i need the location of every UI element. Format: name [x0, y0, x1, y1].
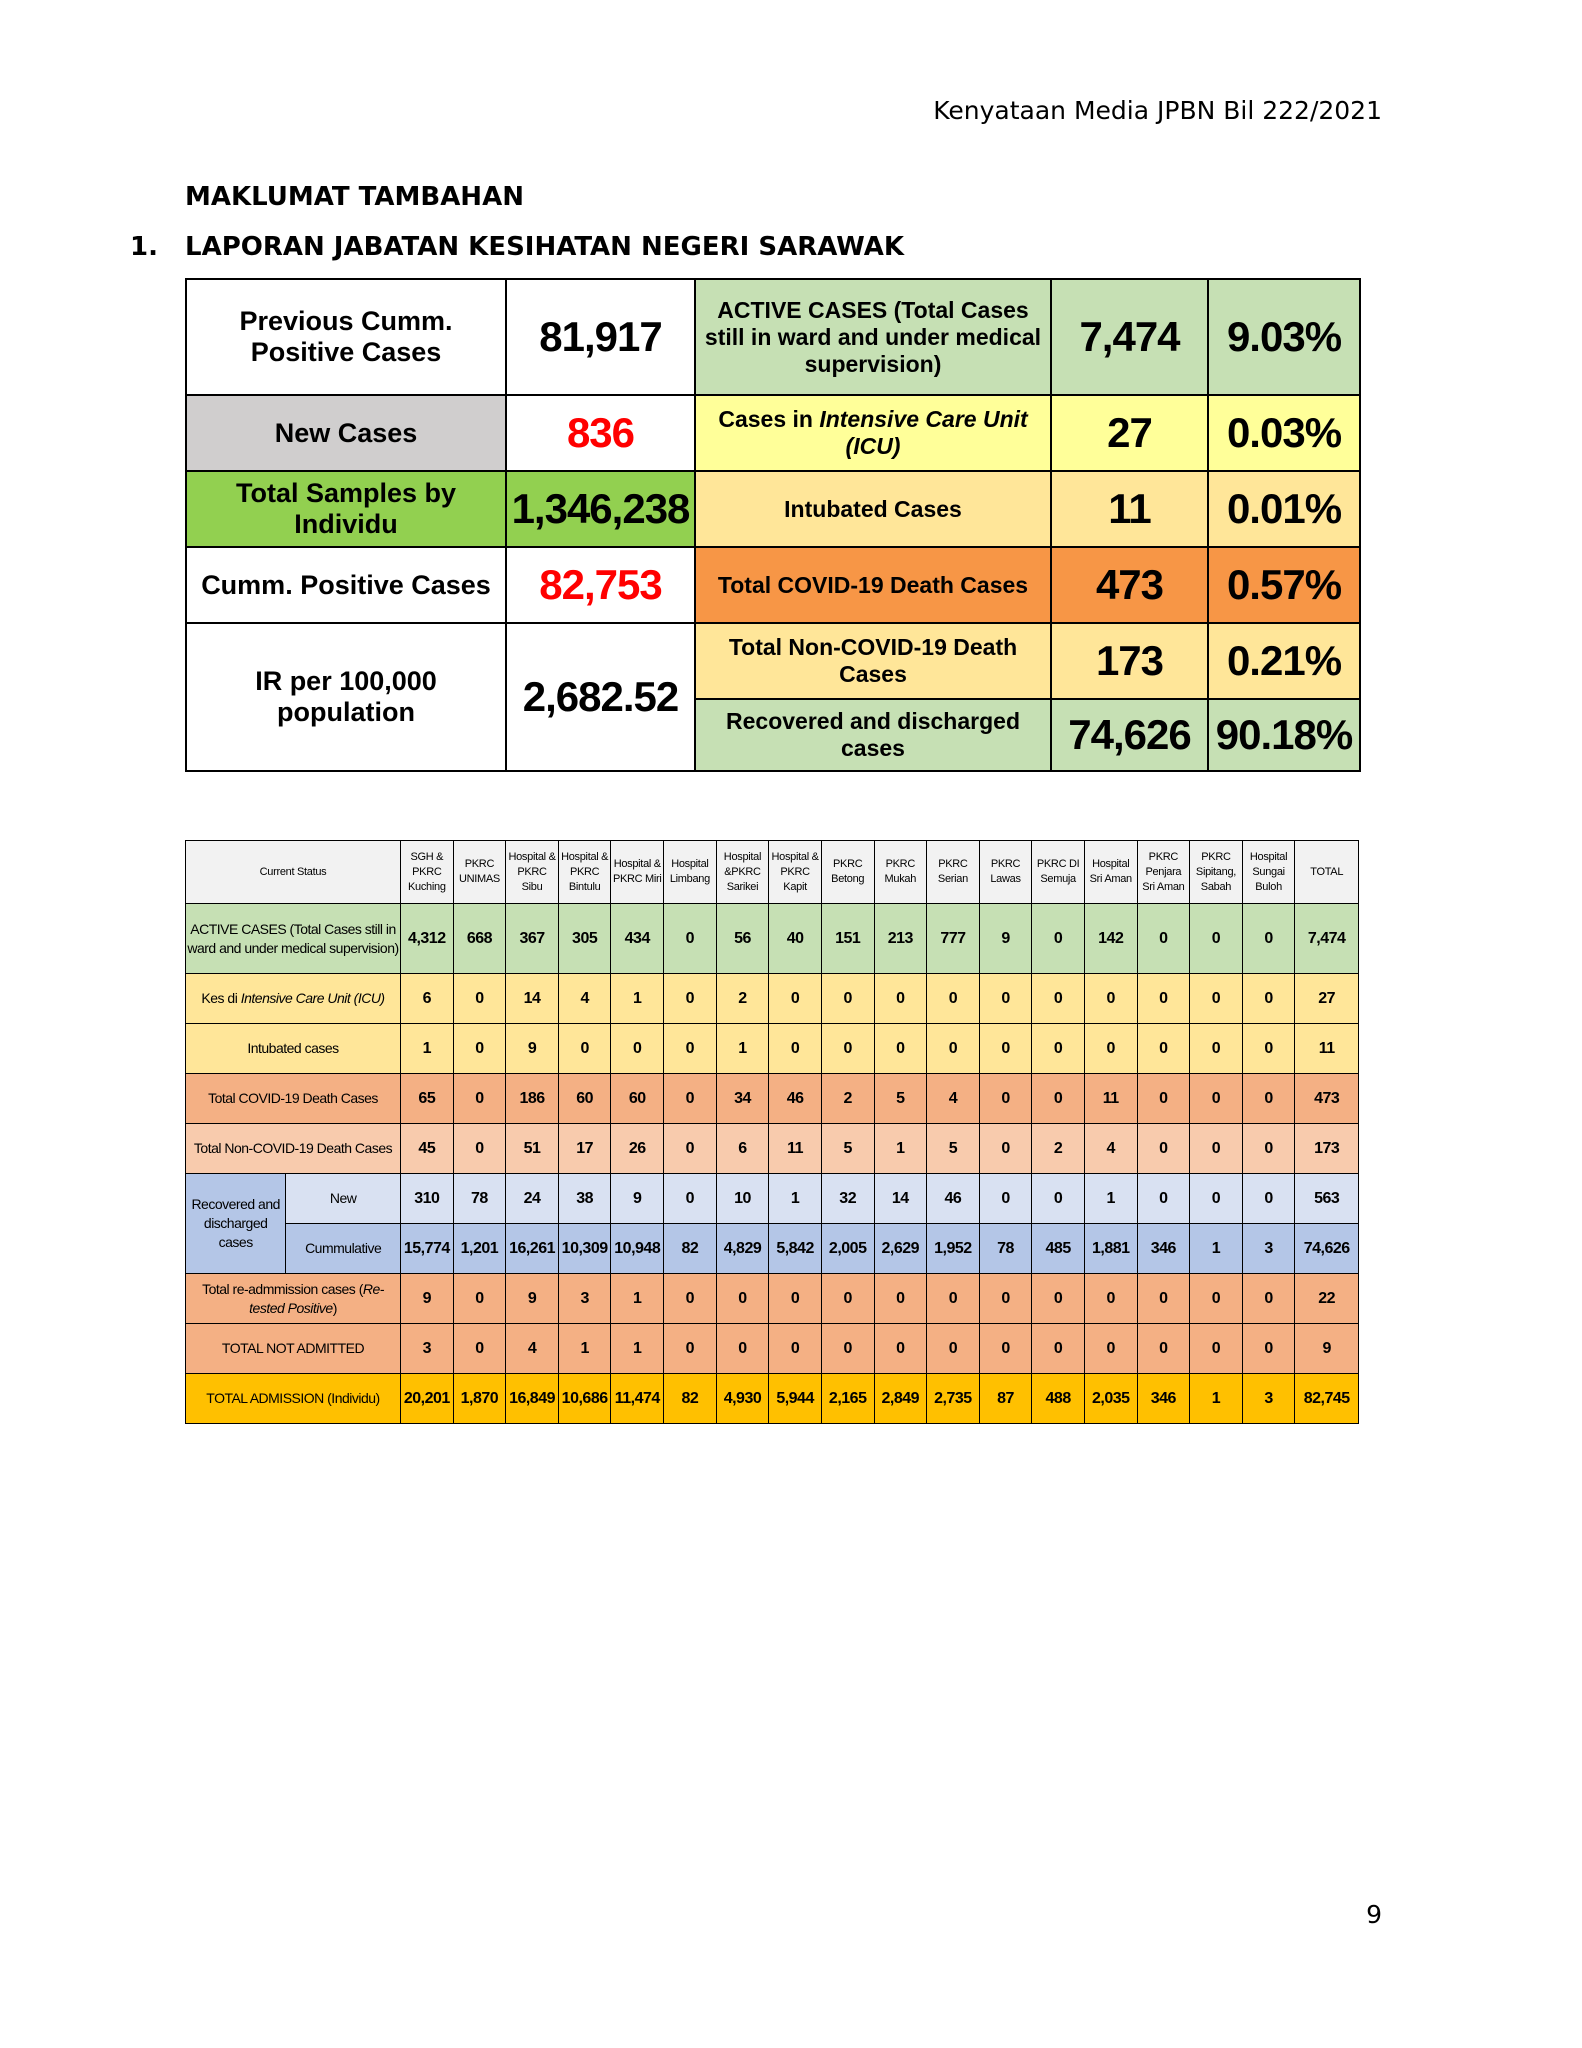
table-cell: 14	[874, 1174, 927, 1224]
table-cell: 9	[506, 1274, 559, 1324]
table-cell: 0	[1190, 974, 1243, 1024]
table-cell: 0	[874, 1324, 927, 1374]
subsection-title: LAPORAN JABATAN KESIHATAN NEGERI SARAWAK	[185, 232, 904, 262]
ir-value: 2,682.52	[506, 623, 695, 771]
table-header-row	[186, 841, 1359, 904]
table-cell: 0	[664, 1174, 717, 1224]
table-cell: 0	[453, 1024, 506, 1074]
icu-value: 27	[1051, 395, 1208, 471]
table-cell: 1	[1190, 1224, 1243, 1274]
table-cell: 1	[611, 1274, 664, 1324]
table-cell: 11	[1084, 1074, 1137, 1124]
table-cell: 3	[1242, 1224, 1295, 1274]
table-cell: 1,201	[453, 1224, 506, 1274]
table-cell: 1	[874, 1124, 927, 1174]
table-cell: 213	[874, 904, 927, 974]
column-header: Hospital & PKRC Bintulu	[558, 841, 611, 904]
table-cell: 0	[927, 1324, 980, 1374]
table-cell: 0	[1242, 1074, 1295, 1124]
nondeath-value: 173	[1051, 623, 1208, 699]
table-cell: 78	[979, 1224, 1032, 1274]
table-cell: 0	[1084, 1274, 1137, 1324]
row-readmission	[186, 1274, 1359, 1324]
document-reference: Kenyataan Media JPBN Bil 222/2021	[933, 96, 1382, 125]
table-cell: 9	[506, 1024, 559, 1074]
table-cell: 27	[1295, 974, 1359, 1024]
status-header: Current Status	[186, 841, 401, 904]
intubated-value: 11	[1051, 471, 1208, 547]
column-header: PKRC Sipitang, Sabah	[1190, 841, 1243, 904]
column-header: PKRC Penjara Sri Aman	[1137, 841, 1190, 904]
table-cell: 0	[1032, 974, 1085, 1024]
table-cell: 173	[1295, 1124, 1359, 1174]
table-cell: 10,686	[558, 1374, 611, 1424]
table-cell: 0	[453, 1074, 506, 1124]
table-cell: 14	[506, 974, 559, 1024]
table-cell: 0	[1084, 1324, 1137, 1374]
table-cell: 0	[664, 1024, 717, 1074]
table-cell: 6	[401, 974, 454, 1024]
table-cell: 151	[821, 904, 874, 974]
row-death	[186, 1074, 1359, 1124]
row-label-prefix: Total re-admmission cases (	[202, 1280, 363, 1297]
row-label: Cummulative	[286, 1224, 401, 1274]
table-cell: 1	[611, 974, 664, 1024]
table-cell: 0	[1032, 904, 1085, 974]
row-label	[186, 974, 401, 1024]
row-label: ACTIVE CASES (Total Cases still in ward and under medical supervision)	[186, 904, 401, 974]
table-cell: 4,930	[716, 1374, 769, 1424]
table-cell: 10	[716, 1174, 769, 1224]
table-cell: 1	[1084, 1174, 1137, 1224]
table-cell: 668	[453, 904, 506, 974]
table-cell: 305	[558, 904, 611, 974]
table-cell: 60	[558, 1074, 611, 1124]
table-cell: 0	[1032, 1324, 1085, 1374]
summary-table	[185, 278, 1361, 772]
column-header: Hospital &PKRC Sarikei	[716, 841, 769, 904]
column-header: Hospital & PKRC Miri	[611, 841, 664, 904]
table-cell: 0	[1242, 1124, 1295, 1174]
table-cell: 0	[1137, 974, 1190, 1024]
table-cell: 0	[769, 974, 822, 1024]
table-cell: 0	[821, 1274, 874, 1324]
table-cell: 0	[453, 1124, 506, 1174]
column-header: Hospital & PKRC Kapit	[769, 841, 822, 904]
table-cell: 4,829	[716, 1224, 769, 1274]
table-cell: 473	[1295, 1074, 1359, 1124]
table-cell: 0	[769, 1274, 822, 1324]
table-cell: 2,735	[927, 1374, 980, 1424]
table-cell: 2	[716, 974, 769, 1024]
column-header: Hospital Limbang	[664, 841, 717, 904]
table-cell: 0	[1137, 1124, 1190, 1174]
table-cell: 367	[506, 904, 559, 974]
table-cell: 7,474	[1295, 904, 1359, 974]
table-cell: 346	[1137, 1374, 1190, 1424]
table-cell: 0	[1137, 1174, 1190, 1224]
table-cell: 46	[927, 1174, 980, 1224]
column-header: PKRC Mukah	[874, 841, 927, 904]
intubated-label: Intubated Cases	[695, 471, 1051, 547]
column-header: Hospital & PKRC Sibu	[506, 841, 559, 904]
table-cell: 0	[664, 904, 717, 974]
table-cell: 9	[979, 904, 1032, 974]
row-label: Total COVID-19 Death Cases	[186, 1074, 401, 1124]
death-pct: 0.57%	[1208, 547, 1360, 623]
row-label-suffix: )	[332, 1299, 337, 1316]
table-cell: 0	[1190, 1124, 1243, 1174]
nondeath-pct: 0.21%	[1208, 623, 1360, 699]
table-cell: 0	[664, 1124, 717, 1174]
table-cell: 2,005	[821, 1224, 874, 1274]
table-cell: 65	[401, 1074, 454, 1124]
row-not-admitted	[186, 1324, 1359, 1374]
table-cell: 0	[874, 974, 927, 1024]
nondeath-label: Total Non-COVID-19 Death Cases	[695, 623, 1051, 699]
recovered-label: Recovered and discharged cases	[695, 699, 1051, 771]
table-cell: 10,309	[558, 1224, 611, 1274]
table-cell: 10,948	[611, 1224, 664, 1274]
table-cell: 0	[453, 974, 506, 1024]
table-cell: 0	[558, 1024, 611, 1074]
table-cell: 0	[979, 1324, 1032, 1374]
cumm-positive-value: 82,753	[506, 547, 695, 623]
table-cell: 2,629	[874, 1224, 927, 1274]
table-cell: 488	[1032, 1374, 1085, 1424]
table-cell: 1	[558, 1324, 611, 1374]
icu-label-prefix: Cases in	[718, 406, 820, 432]
column-header: PKRC UNIMAS	[453, 841, 506, 904]
table-cell: 142	[1084, 904, 1137, 974]
death-value: 473	[1051, 547, 1208, 623]
table-cell: 3	[1242, 1374, 1295, 1424]
table-cell: 26	[611, 1124, 664, 1174]
table-cell: 0	[1190, 1024, 1243, 1074]
row-intubated	[186, 1024, 1359, 1074]
cumm-positive-label: Cumm. Positive Cases	[186, 547, 506, 623]
table-cell: 0	[1190, 1174, 1243, 1224]
column-header: SGH & PKRC Kuching	[401, 841, 454, 904]
row-label-prefix: Kes di	[201, 990, 241, 1006]
ir-label: IR per 100,000 population	[186, 623, 506, 771]
table-cell: 0	[1242, 1024, 1295, 1074]
table-cell: 0	[1032, 1174, 1085, 1224]
table-cell: 24	[506, 1174, 559, 1224]
table-cell: 0	[1190, 904, 1243, 974]
table-cell: 777	[927, 904, 980, 974]
table-cell: 0	[1032, 1024, 1085, 1074]
table-cell: 6	[716, 1124, 769, 1174]
table-cell: 3	[558, 1274, 611, 1324]
column-header: Hospital Sungai Buloh	[1242, 841, 1295, 904]
table-cell: 0	[664, 1074, 717, 1124]
active-cases-pct: 9.03%	[1208, 279, 1360, 395]
table-cell: 0	[1084, 974, 1137, 1024]
table-cell: 0	[1190, 1074, 1243, 1124]
row-label	[186, 1274, 401, 1324]
facility-breakdown-table	[185, 840, 1359, 1424]
table-cell: 0	[1242, 904, 1295, 974]
table-cell: 1,881	[1084, 1224, 1137, 1274]
table-cell: 60	[611, 1074, 664, 1124]
subsection-number: 1.	[130, 232, 158, 262]
table-cell: 16,849	[506, 1374, 559, 1424]
table-cell: 5	[874, 1074, 927, 1124]
table-cell: 0	[1190, 1324, 1243, 1374]
table-cell: 0	[979, 974, 1032, 1024]
column-header: Hospital Sri Aman	[1084, 841, 1137, 904]
table-cell: 1	[1190, 1374, 1243, 1424]
table-cell: 22	[1295, 1274, 1359, 1324]
table-cell: 0	[769, 1324, 822, 1374]
table-cell: 0	[979, 1124, 1032, 1174]
column-header: PKRC Betong	[821, 841, 874, 904]
table-cell: 5,944	[769, 1374, 822, 1424]
row-label: Total Non-COVID-19 Death Cases	[186, 1124, 401, 1174]
table-cell: 0	[821, 974, 874, 1024]
table-cell: 4	[506, 1324, 559, 1374]
table-cell: 0	[927, 1024, 980, 1074]
table-cell: 0	[1242, 1324, 1295, 1374]
table-cell: 5	[927, 1124, 980, 1174]
table-cell: 9	[611, 1174, 664, 1224]
column-header: PKRC Serian	[927, 841, 980, 904]
intubated-pct: 0.01%	[1208, 471, 1360, 547]
row-label: New	[286, 1174, 401, 1224]
table-cell: 0	[1084, 1024, 1137, 1074]
table-cell: 0	[979, 1024, 1032, 1074]
subsection-heading	[130, 232, 904, 262]
table-cell: 485	[1032, 1224, 1085, 1274]
samples-label: Total Samples by Individu	[186, 471, 506, 547]
row-label: Intubated cases	[186, 1024, 401, 1074]
table-cell: 45	[401, 1124, 454, 1174]
table-cell: 82	[664, 1224, 717, 1274]
death-label: Total COVID-19 Death Cases	[695, 547, 1051, 623]
table-cell: 5	[821, 1124, 874, 1174]
table-cell: 46	[769, 1074, 822, 1124]
table-cell: 15,774	[401, 1224, 454, 1274]
row-icu	[186, 974, 1359, 1024]
table-cell: 11,474	[611, 1374, 664, 1424]
table-cell: 0	[453, 1324, 506, 1374]
table-cell: 87	[979, 1374, 1032, 1424]
table-cell: 0	[453, 1274, 506, 1324]
recovered-value: 74,626	[1051, 699, 1208, 771]
row-label-italic: Re-tested Positive	[249, 1280, 384, 1316]
row-recovered-cumulative	[186, 1224, 1359, 1274]
samples-value: 1,346,238	[506, 471, 695, 547]
icu-pct: 0.03%	[1208, 395, 1360, 471]
new-cases-label: New Cases	[186, 395, 506, 471]
table-cell: 2	[821, 1074, 874, 1124]
table-cell: 186	[506, 1074, 559, 1124]
table-cell: 0	[1137, 1074, 1190, 1124]
table-cell: 434	[611, 904, 664, 974]
table-cell: 51	[506, 1124, 559, 1174]
table-cell: 0	[979, 1074, 1032, 1124]
table-cell: 1,870	[453, 1374, 506, 1424]
table-cell: 9	[401, 1274, 454, 1324]
section-heading: MAKLUMAT TAMBAHAN	[185, 182, 524, 212]
row-active	[186, 904, 1359, 974]
table-cell: 0	[769, 1024, 822, 1074]
column-header: PKRC Lawas	[979, 841, 1032, 904]
prev-cumm-label: Previous Cumm. Positive Cases	[186, 279, 506, 395]
table-cell: 1,952	[927, 1224, 980, 1274]
recovered-group-label: Recovered and discharged cases	[186, 1174, 286, 1274]
table-cell: 3	[401, 1324, 454, 1374]
table-cell: 34	[716, 1074, 769, 1124]
icu-label-italic: Intensive Care Unit (ICU)	[819, 406, 1028, 459]
table-cell: 0	[979, 1274, 1032, 1324]
table-cell: 9	[1295, 1324, 1359, 1374]
column-header: TOTAL	[1295, 841, 1359, 904]
table-cell: 0	[716, 1274, 769, 1324]
table-cell: 0	[1137, 904, 1190, 974]
table-cell: 1	[716, 1024, 769, 1074]
table-cell: 0	[927, 1274, 980, 1324]
table-cell: 56	[716, 904, 769, 974]
table-cell: 0	[1242, 974, 1295, 1024]
table-cell: 0	[979, 1174, 1032, 1224]
table-cell: 1	[611, 1324, 664, 1374]
active-cases-label: ACTIVE CASES (Total Cases still in ward and under medical supervision)	[695, 279, 1051, 395]
new-cases-value: 836	[506, 395, 695, 471]
table-cell: 38	[558, 1174, 611, 1224]
row-nondeath	[186, 1124, 1359, 1174]
table-cell: 0	[1137, 1324, 1190, 1374]
table-cell: 0	[1190, 1274, 1243, 1324]
table-cell: 0	[874, 1024, 927, 1074]
row-label-italic: Intensive Care Unit (ICU)	[240, 990, 385, 1006]
table-cell: 0	[1242, 1174, 1295, 1224]
table-cell: 2,035	[1084, 1374, 1137, 1424]
table-cell: 4,312	[401, 904, 454, 974]
row-total-admission	[186, 1374, 1359, 1424]
table-cell: 0	[927, 974, 980, 1024]
table-cell: 82	[664, 1374, 717, 1424]
table-cell: 17	[558, 1124, 611, 1174]
recovered-pct: 90.18%	[1208, 699, 1360, 771]
active-cases-value: 7,474	[1051, 279, 1208, 395]
table-cell: 11	[1295, 1024, 1359, 1074]
table-cell: 11	[769, 1124, 822, 1174]
table-cell: 2,165	[821, 1374, 874, 1424]
table-cell: 16,261	[506, 1224, 559, 1274]
table-cell: 5,842	[769, 1224, 822, 1274]
table-cell: 40	[769, 904, 822, 974]
table-cell: 346	[1137, 1224, 1190, 1274]
table-cell: 0	[1137, 1274, 1190, 1324]
table-cell: 0	[874, 1274, 927, 1324]
table-cell: 563	[1295, 1174, 1359, 1224]
table-cell: 74,626	[1295, 1224, 1359, 1274]
table-cell: 20,201	[401, 1374, 454, 1424]
table-cell: 0	[664, 974, 717, 1024]
table-cell: 32	[821, 1174, 874, 1224]
table-cell: 4	[558, 974, 611, 1024]
icu-label	[695, 395, 1051, 471]
table-cell: 0	[1242, 1274, 1295, 1324]
table-cell: 0	[664, 1274, 717, 1324]
table-cell: 0	[821, 1324, 874, 1374]
table-cell: 0	[821, 1024, 874, 1074]
table-cell: 82,745	[1295, 1374, 1359, 1424]
table-cell: 1	[769, 1174, 822, 1224]
table-cell: 0	[1032, 1074, 1085, 1124]
table-cell: 0	[611, 1024, 664, 1074]
table-cell: 310	[401, 1174, 454, 1224]
table-cell: 1	[401, 1024, 454, 1074]
table-cell: 2,849	[874, 1374, 927, 1424]
row-label: TOTAL NOT ADMITTED	[186, 1324, 401, 1374]
table-cell: 4	[927, 1074, 980, 1124]
table-cell: 78	[453, 1174, 506, 1224]
table-cell: 2	[1032, 1124, 1085, 1174]
column-header: PKRC DI Semuja	[1032, 841, 1085, 904]
table-cell: 0	[1032, 1274, 1085, 1324]
table-cell: 4	[1084, 1124, 1137, 1174]
row-label: TOTAL ADMISSION (Individu)	[186, 1374, 401, 1424]
prev-cumm-value: 81,917	[506, 279, 695, 395]
table-cell: 0	[664, 1324, 717, 1374]
table-cell: 0	[1137, 1024, 1190, 1074]
table-cell: 0	[716, 1324, 769, 1374]
row-recovered-new	[186, 1174, 1359, 1224]
page-number: 9	[1366, 1900, 1382, 1929]
